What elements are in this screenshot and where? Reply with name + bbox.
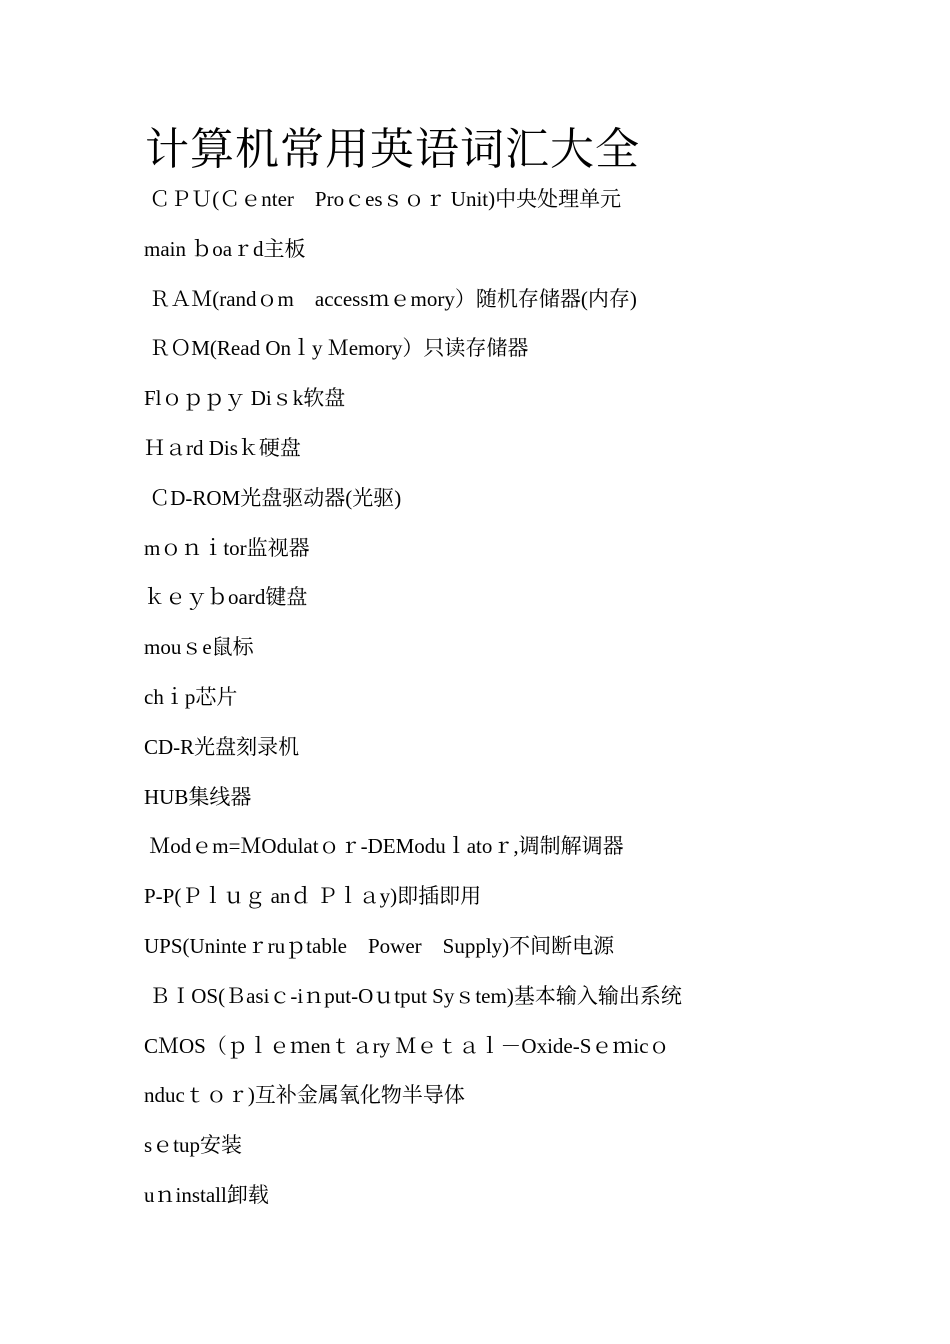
vocabulary-entry: ＣD-ROM光盘驱动器(光驱) xyxy=(144,485,402,510)
vocabulary-entry: ＣＰＵ(Ｃｅnter Proｃesｓｏｒ Unit)中央处理单元 xyxy=(144,187,622,211)
document-title: 计算机常用英语词汇大全 xyxy=(145,125,640,174)
vocabulary-entry: UPS(Uninteｒruｐtable Power Supply)不间断电源 xyxy=(144,933,615,958)
vocabulary-entry: CＭOS（ｐｌｅｍenｔａry Ｍｅｔａｌ－Oxide-Sｅｍicｏ xyxy=(144,1033,670,1058)
vocabulary-entry: mouｓe鼠标 xyxy=(144,635,254,660)
vocabulary-entry: ＲＯM(Read Onｌy Ｍemory）只读存储器 xyxy=(144,336,529,361)
vocabulary-entry: Ｍodｅm=ＭOdulatｏｒ-DEModuｌatoｒ,调制解调器 xyxy=(144,834,624,859)
vocabulary-entry: ＢＩOS(Ｂasiｃ-iｎput-Oｕtput Syｓtem)基本输入输出系统 xyxy=(144,983,682,1008)
vocabulary-entry: CD-R光盘刻录机 xyxy=(144,734,300,759)
vocabulary-entry: P-P(Ｐｌｕｇ anｄ Ｐｌａy)即插即用 xyxy=(144,884,482,909)
vocabulary-entry: ＲＡＭ(randｏm accessｍｅmory）随机存储器(内存) xyxy=(144,286,637,311)
vocabulary-entry: Flｏｐｐｙ Diｓk软盘 xyxy=(144,386,346,411)
vocabulary-entry: Ｈａrd Disｋ硬盘 xyxy=(144,435,301,460)
vocabulary-entry: nducｔｏｒ)互补金属氧化物半导体 xyxy=(144,1083,465,1108)
vocabulary-entry: main ｂoaｒd主板 xyxy=(144,236,306,261)
vocabulary-entry: HUB集线器 xyxy=(144,784,252,809)
vocabulary-entry: uｎinstall卸载 xyxy=(144,1182,269,1207)
vocabulary-entry: mｏｎｉtor监视器 xyxy=(144,535,310,560)
vocabulary-list xyxy=(144,180,884,1226)
vocabulary-entry: ｋｅｙｂoard键盘 xyxy=(144,585,308,610)
vocabulary-entry: sｅtup安装 xyxy=(144,1133,243,1158)
vocabulary-entry: chｉp芯片 xyxy=(144,684,238,709)
